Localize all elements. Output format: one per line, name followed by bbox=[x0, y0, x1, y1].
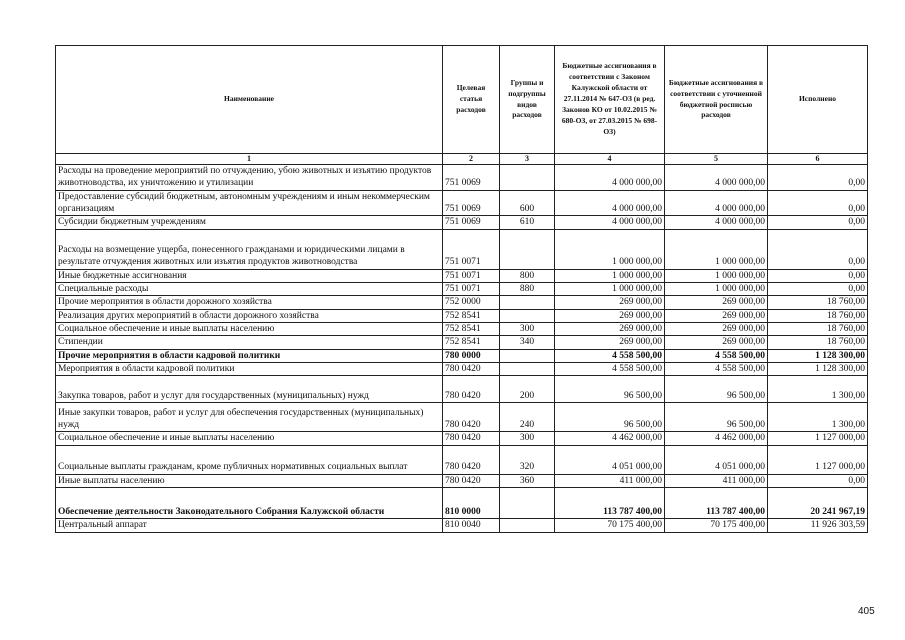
cell-law: 411 000,00 bbox=[555, 474, 665, 487]
table-row bbox=[56, 445, 868, 474]
cell-law: 269 000,00 bbox=[555, 296, 665, 309]
cell-law: 4 462 000,00 bbox=[555, 432, 665, 445]
cell-executed: 0,00 bbox=[768, 165, 868, 191]
column-number: 1 bbox=[56, 154, 443, 165]
table-row bbox=[56, 283, 868, 296]
header-refined-allocations: Бюджетные ассигнования в соответствии с уточненной бюджетной росписью расходов bbox=[665, 46, 768, 154]
cell-refined: 70 175 400,00 bbox=[665, 519, 768, 532]
cell-refined: 1 000 000,00 bbox=[665, 283, 768, 296]
column-number: 5 bbox=[665, 154, 768, 165]
cell-group bbox=[500, 363, 555, 376]
cell-code: 780 0000 bbox=[443, 349, 500, 362]
cell-refined: 269 000,00 bbox=[665, 296, 768, 309]
cell-group: 200 bbox=[500, 376, 555, 403]
table-row bbox=[56, 474, 868, 487]
cell-law: 96 500,00 bbox=[555, 403, 665, 432]
cell-group bbox=[500, 519, 555, 532]
table-header-row bbox=[56, 46, 868, 154]
cell-law: 1 000 000,00 bbox=[555, 283, 665, 296]
cell-code: 752 0000 bbox=[443, 296, 500, 309]
cell-code: 751 0071 bbox=[443, 269, 500, 282]
cell-law: 269 000,00 bbox=[555, 309, 665, 322]
cell-name: Специальные расходы bbox=[56, 283, 443, 296]
cell-law: 96 500,00 bbox=[555, 376, 665, 403]
cell-refined: 4 558 500,00 bbox=[665, 349, 768, 362]
cell-executed: 0,00 bbox=[768, 474, 868, 487]
cell-refined: 4 051 000,00 bbox=[665, 445, 768, 474]
cell-executed: 18 760,00 bbox=[768, 296, 868, 309]
cell-group: 300 bbox=[500, 432, 555, 445]
cell-code: 751 0069 bbox=[443, 216, 500, 229]
cell-refined: 96 500,00 bbox=[665, 376, 768, 403]
cell-executed: 1 128 300,00 bbox=[768, 349, 868, 362]
cell-law: 1 000 000,00 bbox=[555, 269, 665, 282]
cell-group bbox=[500, 309, 555, 322]
cell-code: 780 0420 bbox=[443, 432, 500, 445]
cell-group: 360 bbox=[500, 474, 555, 487]
cell-law: 70 175 400,00 bbox=[555, 519, 665, 532]
cell-law: 269 000,00 bbox=[555, 323, 665, 336]
cell-law: 269 000,00 bbox=[555, 336, 665, 349]
cell-name: Расходы на возмещение ущерба, понесенного гражданами и юридическими лицами в результате отчуждения животных или изъятия продуктов животноводства bbox=[56, 229, 443, 269]
cell-group: 320 bbox=[500, 445, 555, 474]
table-row bbox=[56, 216, 868, 229]
cell-executed: 1 127 000,00 bbox=[768, 445, 868, 474]
header-name: Наименование bbox=[56, 46, 443, 154]
cell-code: 780 0420 bbox=[443, 376, 500, 403]
header-expense-groups: Группы и подгруппы видов расходов bbox=[500, 46, 555, 154]
cell-refined: 1 000 000,00 bbox=[665, 229, 768, 269]
cell-refined: 4 462 000,00 bbox=[665, 432, 768, 445]
cell-name: Центральный аппарат bbox=[56, 519, 443, 532]
cell-refined: 4 000 000,00 bbox=[665, 190, 768, 216]
cell-name: Закупка товаров, работ и услуг для государственных (муниципальных) нужд bbox=[56, 376, 443, 403]
cell-name: Иные бюджетные ассигнования bbox=[56, 269, 443, 282]
cell-refined: 269 000,00 bbox=[665, 323, 768, 336]
cell-name: Предоставление субсидий бюджетным, автономным учреждениям и иным некоммерческим организациям bbox=[56, 190, 443, 216]
cell-code: 780 0420 bbox=[443, 474, 500, 487]
table-row bbox=[56, 309, 868, 322]
table-row bbox=[56, 376, 868, 403]
column-number: 2 bbox=[443, 154, 500, 165]
cell-code: 751 0071 bbox=[443, 283, 500, 296]
cell-group: 800 bbox=[500, 269, 555, 282]
table-row bbox=[56, 296, 868, 309]
column-number: 4 bbox=[555, 154, 665, 165]
page-number: 405 bbox=[858, 606, 875, 617]
cell-name: Прочие мероприятия в области дорожного хозяйства bbox=[56, 296, 443, 309]
header-target-article: Целевая статья расходов bbox=[443, 46, 500, 154]
table-body bbox=[56, 165, 868, 533]
cell-executed: 1 300,00 bbox=[768, 376, 868, 403]
cell-law: 1 000 000,00 bbox=[555, 229, 665, 269]
table-row bbox=[56, 190, 868, 216]
cell-code: 752 8541 bbox=[443, 336, 500, 349]
cell-name: Расходы на проведение мероприятий по отчуждению, убою животных и изъятию продуктов животноводства, их уничтожению и утилизации bbox=[56, 165, 443, 191]
cell-refined: 4 558 500,00 bbox=[665, 363, 768, 376]
cell-code: 780 0420 bbox=[443, 445, 500, 474]
cell-name: Стипендии bbox=[56, 336, 443, 349]
cell-code: 752 8541 bbox=[443, 323, 500, 336]
cell-law: 4 000 000,00 bbox=[555, 190, 665, 216]
cell-code: 780 0420 bbox=[443, 403, 500, 432]
cell-executed: 0,00 bbox=[768, 269, 868, 282]
cell-group: 610 bbox=[500, 216, 555, 229]
cell-name: Социальное обеспечение и иные выплаты населению bbox=[56, 323, 443, 336]
cell-refined: 96 500,00 bbox=[665, 403, 768, 432]
cell-name: Реализация других мероприятий в области дорожного хозяйства bbox=[56, 309, 443, 322]
cell-name: Обеспечение деятельности Законодательного Собрания Калужской области bbox=[56, 488, 443, 519]
cell-refined: 113 787 400,00 bbox=[665, 488, 768, 519]
cell-group bbox=[500, 229, 555, 269]
cell-group bbox=[500, 296, 555, 309]
table-row bbox=[56, 165, 868, 191]
table-row bbox=[56, 488, 868, 519]
cell-refined: 4 000 000,00 bbox=[665, 165, 768, 191]
cell-executed: 18 760,00 bbox=[768, 309, 868, 322]
cell-executed: 18 760,00 bbox=[768, 323, 868, 336]
cell-refined: 269 000,00 bbox=[665, 336, 768, 349]
cell-group bbox=[500, 349, 555, 362]
cell-group bbox=[500, 488, 555, 519]
cell-refined: 411 000,00 bbox=[665, 474, 768, 487]
cell-law: 4 051 000,00 bbox=[555, 445, 665, 474]
cell-refined: 4 000 000,00 bbox=[665, 216, 768, 229]
cell-name: Социальное обеспечение и иные выплаты населению bbox=[56, 432, 443, 445]
cell-law: 4 000 000,00 bbox=[555, 216, 665, 229]
table-row bbox=[56, 363, 868, 376]
cell-code: 810 0000 bbox=[443, 488, 500, 519]
cell-code: 780 0420 bbox=[443, 363, 500, 376]
cell-name: Субсидии бюджетным учреждениям bbox=[56, 216, 443, 229]
cell-name: Иные выплаты населению bbox=[56, 474, 443, 487]
cell-executed: 0,00 bbox=[768, 190, 868, 216]
cell-executed: 11 926 303,59 bbox=[768, 519, 868, 532]
header-executed: Исполнено bbox=[768, 46, 868, 154]
cell-code: 751 0071 bbox=[443, 229, 500, 269]
column-number: 6 bbox=[768, 154, 868, 165]
table-row bbox=[56, 519, 868, 532]
table-row bbox=[56, 432, 868, 445]
cell-group: 240 bbox=[500, 403, 555, 432]
cell-executed: 1 127 000,00 bbox=[768, 432, 868, 445]
cell-name: Прочие мероприятия в области кадровой политики bbox=[56, 349, 443, 362]
cell-law: 113 787 400,00 bbox=[555, 488, 665, 519]
cell-name: Иные закупки товаров, работ и услуг для обеспечения государственных (муниципальных) нужд bbox=[56, 403, 443, 432]
cell-executed: 20 241 967,19 bbox=[768, 488, 868, 519]
column-number: 3 bbox=[500, 154, 555, 165]
cell-group: 600 bbox=[500, 190, 555, 216]
column-number-row bbox=[56, 154, 868, 165]
cell-executed: 0,00 bbox=[768, 283, 868, 296]
cell-law: 4 558 500,00 bbox=[555, 363, 665, 376]
cell-refined: 1 000 000,00 bbox=[665, 269, 768, 282]
cell-executed: 0,00 bbox=[768, 216, 868, 229]
table-row bbox=[56, 349, 868, 362]
table-row bbox=[56, 336, 868, 349]
cell-refined: 269 000,00 bbox=[665, 309, 768, 322]
budget-table bbox=[55, 45, 868, 533]
cell-executed: 0,00 bbox=[768, 229, 868, 269]
table-row bbox=[56, 229, 868, 269]
cell-group: 340 bbox=[500, 336, 555, 349]
table-row bbox=[56, 403, 868, 432]
cell-name: Социальные выплаты гражданам, кроме публичных нормативных социальных выплат bbox=[56, 445, 443, 474]
cell-group bbox=[500, 165, 555, 191]
cell-group: 300 bbox=[500, 323, 555, 336]
cell-group: 880 bbox=[500, 283, 555, 296]
cell-code: 810 0040 bbox=[443, 519, 500, 532]
cell-name: Мероприятия в области кадровой политики bbox=[56, 363, 443, 376]
cell-code: 752 8541 bbox=[443, 309, 500, 322]
cell-code: 751 0069 bbox=[443, 165, 500, 191]
cell-executed: 1 128 300,00 bbox=[768, 363, 868, 376]
cell-executed: 1 300,00 bbox=[768, 403, 868, 432]
cell-executed: 18 760,00 bbox=[768, 336, 868, 349]
cell-law: 4 000 000,00 bbox=[555, 165, 665, 191]
table-row bbox=[56, 323, 868, 336]
cell-code: 751 0069 bbox=[443, 190, 500, 216]
table-row bbox=[56, 269, 868, 282]
header-law-allocations: Бюджетные ассигнования в соответствии с Законом Калужской области от 27.11.2014 № 647-ОЗ (в ред. Законов КО от 10.02.2015 № 680-ОЗ, от 27.03.2015 № 698-ОЗ) bbox=[555, 46, 665, 154]
cell-law: 4 558 500,00 bbox=[555, 349, 665, 362]
